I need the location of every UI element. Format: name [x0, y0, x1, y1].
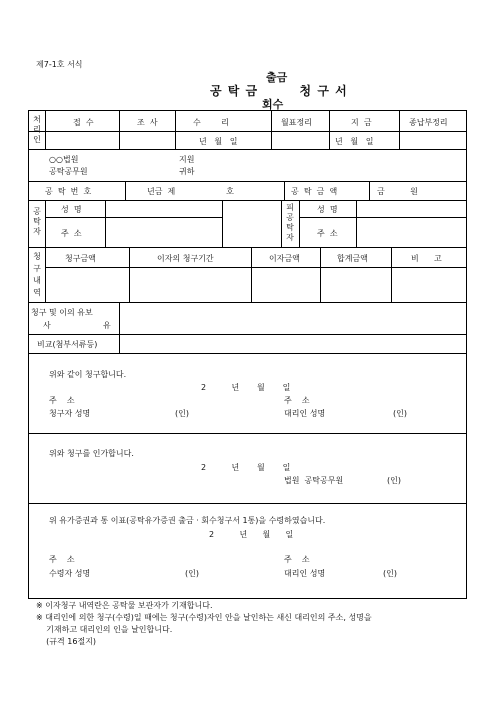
- reason-label-line2b: 유: [103, 321, 111, 330]
- footnotes: [36, 600, 372, 648]
- depositor-address-label: 주 소: [61, 229, 82, 238]
- claimant-seal: (인): [175, 409, 189, 418]
- col-line: [320, 247, 321, 302]
- col-line: [119, 302, 120, 353]
- row-line: [29, 334, 466, 335]
- row-line: [45, 267, 466, 268]
- footnote-2: ※ 대리인에 의한 청구(수령)일 때에는 청구(수령)자인 안을 날인하는 새신 대리인의 주소, 성명을: [36, 613, 372, 622]
- attachments-label: 비교(첨부서류등): [37, 340, 98, 349]
- col-line: [45, 111, 46, 149]
- receiver-seal: (인): [185, 569, 199, 578]
- receiver-name-label: 수령자 성명: [49, 569, 91, 578]
- col-line: [175, 111, 176, 149]
- claim-col-interest: 이자금액: [269, 254, 300, 263]
- col-line: [105, 200, 106, 247]
- footnote-1: ※ 이자청구 내역란은 공탁물 보관자가 기재합니다.: [36, 601, 213, 610]
- receipt-agent-seal: (인): [383, 569, 397, 578]
- depositee-name-label: 성 명: [317, 205, 338, 214]
- col-line: [399, 111, 400, 149]
- col-line: [284, 181, 285, 200]
- row-line: [29, 353, 466, 354]
- agent-address-label: 주 소: [284, 396, 310, 405]
- claim-label: 청구내역: [33, 252, 41, 297]
- receipt-statement: 위 유가증권과 통 이표(공탁유가증권 출금 · 회수청구서 1통)을 수령하였습니다.: [49, 516, 326, 525]
- row-line: [29, 302, 466, 303]
- claim-statement: 위와 같이 청구합니다.: [49, 370, 127, 379]
- official-seal: (인): [387, 476, 401, 485]
- processing-date-2: 년 월 일: [335, 137, 374, 146]
- row-line: [29, 131, 466, 132]
- depositor-label: 공탁자: [33, 207, 41, 236]
- claim-col-total: 합계금액: [337, 254, 368, 263]
- claim-col-remark: 비 고: [411, 254, 442, 263]
- row-line: [45, 217, 222, 218]
- form-title: [0, 69, 504, 109]
- col-line: [369, 181, 370, 200]
- row-line: [29, 503, 466, 504]
- agent-seal: (인): [393, 409, 407, 418]
- claim-date: 2 년 월 일: [201, 383, 291, 392]
- col-line: [391, 247, 392, 302]
- approval-date: 2 년 월 일: [201, 463, 291, 472]
- row-line: [29, 149, 466, 150]
- receipt-agent-address-label: 주 소: [284, 555, 310, 564]
- processing-date-1: 년 월 일: [199, 137, 238, 146]
- col-line: [271, 111, 272, 149]
- col-line: [125, 181, 126, 200]
- title-main: 공 탁 금 청 구 서: [210, 84, 348, 98]
- header-payment: 지 금: [351, 118, 372, 127]
- receipt-agent-name-label: 대리인 성명: [284, 569, 326, 578]
- col-line: [222, 200, 223, 247]
- footnote-4: (규격 16절지): [36, 637, 97, 646]
- col-line: [45, 200, 46, 247]
- header-inspect: 조 사: [137, 118, 158, 127]
- col-line: [299, 200, 300, 247]
- reason-label-line2a: 사: [43, 321, 51, 330]
- court-name: ○○법원: [49, 155, 79, 164]
- approval-statement: 위와 청구를 인가합니다.: [49, 449, 134, 458]
- col-line: [251, 247, 252, 302]
- claimant-address-label: 주 소: [49, 396, 75, 405]
- claimant-name-label: 청구자 성명: [49, 409, 91, 418]
- receipt-date: 2 년 월 일: [209, 530, 294, 539]
- form-number: 제7-1호 서식: [36, 60, 83, 69]
- agent-name-label: 대리인 성명: [284, 409, 326, 418]
- header-accept: 수 리: [193, 118, 229, 127]
- col-line: [356, 200, 357, 247]
- honorific-label: 귀하: [179, 167, 195, 176]
- branch-label: 지원: [179, 155, 195, 164]
- deposit-amount-value: 금 원: [377, 187, 418, 196]
- deposit-no-label: 공 탁 번 호: [45, 187, 92, 196]
- col-line: [129, 247, 130, 302]
- header-monthly: 월표정리: [281, 118, 312, 127]
- reason-label-line1: 청구 및 이의 유보: [31, 308, 93, 317]
- depositor-name-label: 성 명: [61, 205, 82, 214]
- deposit-no-value: 년금 제 호: [147, 187, 234, 196]
- title-withdrawal: 출금: [266, 71, 288, 84]
- receiver-address-label: 주 소: [49, 555, 75, 564]
- row-line: [29, 433, 466, 434]
- col-line: [45, 247, 46, 302]
- claim-col-amount: 청구금액: [65, 254, 96, 263]
- row-line: [29, 200, 466, 201]
- header-final: 종납부정리: [409, 118, 448, 127]
- col-line: [329, 111, 330, 149]
- header-receipt: 접 수: [73, 118, 94, 127]
- col-line: [281, 200, 282, 247]
- footnote-3: 기재하고 대리인의 인을 날인합니다.: [36, 625, 173, 634]
- claim-col-period: 이자의 청구기간: [157, 254, 214, 263]
- row-line: [29, 181, 466, 182]
- processing-label: 처리인: [33, 115, 41, 144]
- form-table: [28, 110, 467, 599]
- depositee-label: 피공탁자: [286, 203, 294, 242]
- depositee-address-label: 주 소: [317, 229, 338, 238]
- col-line: [119, 111, 120, 149]
- row-line: [299, 217, 466, 218]
- title-recovery: 회수: [262, 98, 284, 111]
- clerk-label: 공탁공무원: [49, 167, 88, 176]
- row-line: [29, 247, 466, 248]
- deposit-amount-label: 공 탁 금 액: [291, 187, 338, 196]
- official-label: 법원 공탁공무원: [284, 476, 344, 485]
